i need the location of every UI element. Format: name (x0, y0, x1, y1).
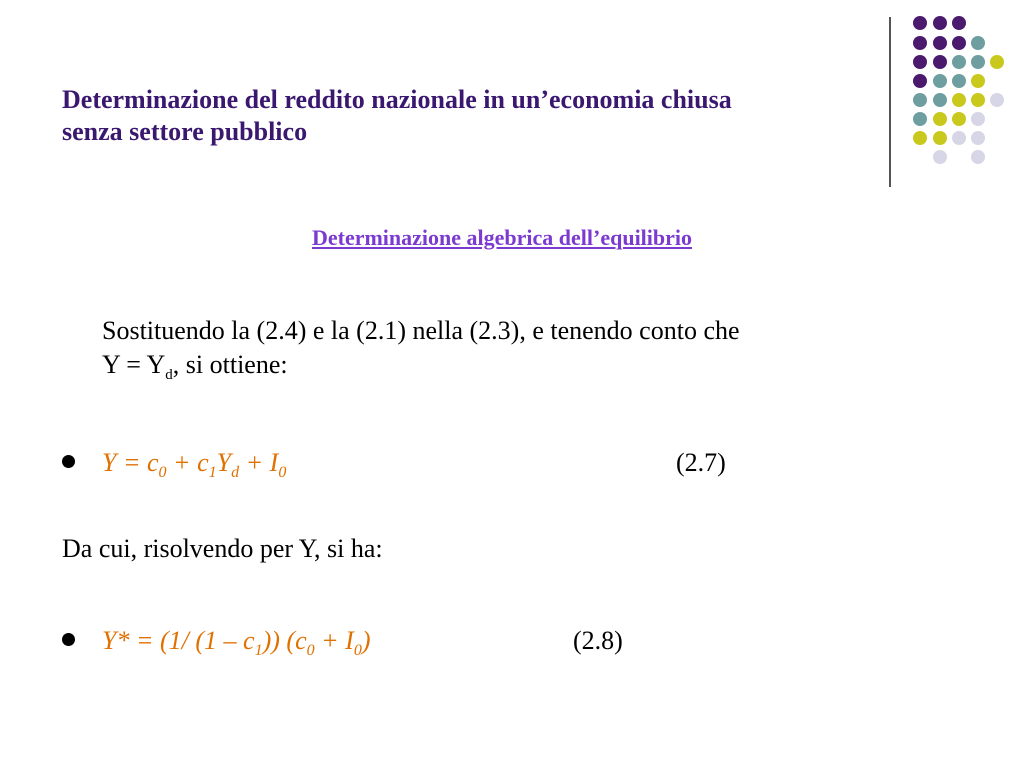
decorative-dot (933, 150, 947, 164)
decorative-dot (933, 36, 947, 50)
decorative-dot (971, 112, 985, 126)
decorative-dot (913, 112, 927, 126)
eq2-subscript: 1 (254, 642, 263, 660)
decorative-dot (913, 16, 927, 30)
section-subtitle: Determinazione algebrica dell’equilibrio (311, 225, 693, 250)
decorative-dot (971, 55, 985, 69)
decorative-dot (952, 112, 966, 126)
equation-number-2-8: (2.8) (573, 626, 623, 655)
decorative-dot (933, 112, 947, 126)
eq1-term: + I (239, 448, 279, 477)
decorative-dot (952, 74, 966, 88)
eq1-term: + c (166, 448, 209, 477)
equation-row-2-8 (62, 624, 682, 658)
equation-2-7 (102, 446, 286, 490)
eq2-term: ) (361, 626, 371, 655)
decorative-dot (933, 16, 947, 30)
decorative-dot (933, 55, 947, 69)
decorative-dot (971, 93, 985, 107)
decorative-dot (990, 55, 1004, 69)
decorative-dot (971, 36, 985, 50)
eq2-subscript: 0 (306, 642, 315, 660)
intro-text-part-3: , si ottiene: (172, 350, 288, 379)
bullet-dot-icon (62, 633, 75, 646)
decorative-dot (952, 131, 966, 145)
decorative-dot (933, 131, 947, 145)
decorative-dot (933, 93, 947, 107)
decorative-dot (952, 16, 966, 30)
title-line-1: Determinazione del reddito nazionale in un’economia chiusa (62, 85, 732, 114)
eq2-term: + I (314, 626, 354, 655)
eq1-subscript: d (231, 464, 240, 482)
eq1-subscript: 1 (208, 464, 217, 482)
decorative-dot (952, 93, 966, 107)
decorative-divider (889, 17, 891, 187)
equation-number-2-7: (2.7) (676, 448, 726, 477)
intro-text-part-1: Sostituendo la (2.4) e la (2.1) nella (2.3), e tenendo conto che (102, 316, 740, 345)
decorative-dot (913, 93, 927, 107)
slide-title (62, 84, 882, 148)
title-line-2: senza settore pubblico (62, 117, 308, 146)
decorative-dot (990, 93, 1004, 107)
bullet-dot-icon (62, 455, 75, 468)
eq2-term: )) (c (262, 626, 307, 655)
decorative-dot (913, 131, 927, 145)
decorative-dot (971, 131, 985, 145)
eq1-term: Y (216, 448, 232, 477)
decorative-dot (913, 74, 927, 88)
decorative-dot (952, 55, 966, 69)
decorative-dot (913, 55, 927, 69)
equation-row-2-7 (62, 446, 782, 480)
intro-subscript: d (165, 367, 173, 384)
eq2-subscript: 0 (353, 642, 362, 660)
decorative-dot (971, 74, 985, 88)
decorative-dot (971, 150, 985, 164)
intro-text-part-2: Y = Y (102, 350, 166, 379)
eq1-term: Y = c (102, 448, 159, 477)
decorative-dot (952, 36, 966, 50)
decorative-dot (913, 36, 927, 50)
intro-paragraph (102, 314, 962, 392)
decorative-dot (933, 74, 947, 88)
eq1-subscript: 0 (158, 464, 167, 482)
eq2-term: Y* = (1/ (1 – c (102, 626, 255, 655)
explanation-line: Da cui, risolvendo per Y, si ha: (62, 534, 383, 563)
eq1-subscript: 0 (278, 464, 287, 482)
equation-2-8 (102, 624, 370, 668)
